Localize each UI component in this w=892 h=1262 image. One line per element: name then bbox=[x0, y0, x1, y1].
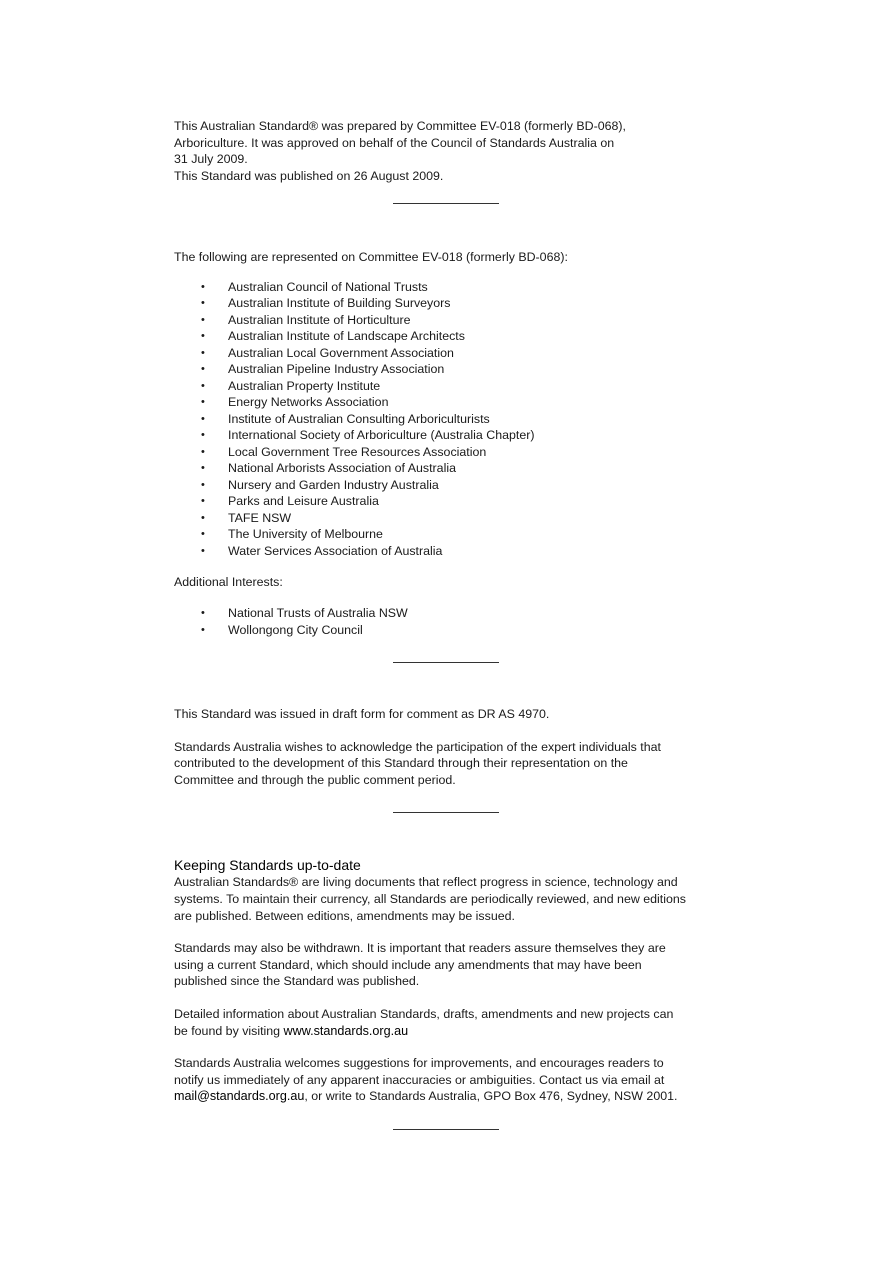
list-item bbox=[174, 279, 734, 296]
paragraph-line: notify us immediately of any apparent inaccuracies or ambiguities. Contact us via email at bbox=[174, 1072, 665, 1087]
member-name: National Arborists Association of Australia bbox=[228, 461, 456, 476]
list-item bbox=[174, 427, 734, 444]
bullet-icon: • bbox=[201, 495, 205, 508]
bullet-icon: • bbox=[201, 412, 205, 425]
bullet-icon: • bbox=[201, 445, 205, 458]
committee-member-list bbox=[174, 279, 734, 560]
contact-email-link[interactable]: mail@standards.org.au bbox=[174, 1089, 305, 1104]
bullet-icon: • bbox=[201, 511, 205, 524]
member-name: Australian Pipeline Industry Association bbox=[228, 362, 445, 377]
list-item bbox=[174, 460, 734, 477]
publication-line: This Standard was published on 26 August 2009. bbox=[174, 168, 444, 183]
approval-line: Arboriculture. It was approved on behalf of the Council of Standards Australia on bbox=[174, 135, 615, 150]
member-name: Australian Local Government Association bbox=[228, 345, 454, 360]
acknowledgement-paragraph bbox=[174, 739, 734, 789]
member-name: National Trusts of Australia NSW bbox=[228, 606, 408, 621]
list-item bbox=[174, 526, 734, 543]
list-item bbox=[174, 295, 734, 312]
committee-section bbox=[174, 249, 734, 638]
bullet-icon: • bbox=[201, 379, 205, 392]
member-name: Australian Property Institute bbox=[228, 378, 381, 393]
paragraph bbox=[174, 940, 734, 990]
bullet-icon: • bbox=[201, 313, 205, 326]
bullet-icon: • bbox=[201, 544, 205, 557]
paragraph-line: Committee and through the public comment period. bbox=[174, 772, 456, 787]
paragraph-line: contributed to the development of this Standard through their representation on the bbox=[174, 756, 628, 771]
committee-intro: The following are represented on Committee EV-018 (formerly BD-068): bbox=[174, 250, 568, 265]
bullet-icon: • bbox=[201, 623, 205, 636]
member-name: Wollongong City Council bbox=[228, 622, 363, 637]
list-item bbox=[174, 361, 734, 378]
member-name: Local Government Tree Resources Association bbox=[228, 444, 487, 459]
bullet-icon: • bbox=[201, 346, 205, 359]
bullet-icon: • bbox=[201, 363, 205, 376]
paragraph-text: , or write to Standards Australia, GPO Box 476, Sydney, NSW 2001. bbox=[304, 1089, 678, 1104]
section-heading: Keeping Standards up-to-date bbox=[174, 857, 361, 874]
member-name: Australian Institute of Horticulture bbox=[228, 312, 411, 327]
list-item bbox=[174, 394, 734, 411]
member-name: Institute of Australian Consulting Arboriculturists bbox=[228, 411, 490, 426]
list-item bbox=[174, 444, 734, 461]
bullet-icon: • bbox=[201, 462, 205, 475]
bullet-icon: • bbox=[201, 478, 205, 491]
bullet-icon: • bbox=[201, 528, 205, 541]
paragraph-line: Detailed information about Australian Standards, drafts, amendments and new projects can bbox=[174, 1007, 674, 1021]
paragraph-line: Australian Standards® are living documents that reflect progress in science, technology and bbox=[174, 875, 678, 890]
paragraph-line: systems. To maintain their currency, all Standards are periodically reviewed, and new editions bbox=[174, 892, 686, 907]
additional-interests-list bbox=[174, 605, 734, 638]
paragraph-line: Standards Australia welcomes suggestions for improvements, and encourages readers to bbox=[174, 1056, 664, 1071]
bullet-icon: • bbox=[201, 396, 205, 409]
list-item bbox=[174, 622, 734, 639]
member-name: International Society of Arboriculture (Australia Chapter) bbox=[228, 428, 535, 443]
member-name: Energy Networks Association bbox=[228, 395, 389, 410]
draft-section bbox=[174, 706, 734, 788]
paragraph-line: are published. Between editions, amendments may be issued. bbox=[174, 908, 515, 923]
paragraph bbox=[174, 874, 734, 924]
approval-line: 31 July 2009. bbox=[174, 152, 248, 167]
paragraph-line: Standards Australia wishes to acknowledge the participation of the expert individuals that bbox=[174, 739, 661, 754]
keeping-up-to-date-section bbox=[174, 857, 734, 1105]
list-item bbox=[174, 605, 734, 622]
standard-front-matter bbox=[174, 118, 734, 1130]
draft-statement: This Standard was issued in draft form for comment as DR AS 4970. bbox=[174, 707, 550, 722]
list-item bbox=[174, 312, 734, 329]
paragraph-line bbox=[174, 1088, 734, 1105]
member-name: TAFE NSW bbox=[228, 510, 292, 525]
member-name: Australian Institute of Landscape Architects bbox=[228, 329, 465, 344]
member-name: Australian Institute of Building Surveyors bbox=[228, 296, 451, 311]
bullet-icon: • bbox=[201, 297, 205, 310]
member-name: Parks and Leisure Australia bbox=[228, 494, 379, 509]
list-item bbox=[174, 477, 734, 494]
paragraph-line: published since the Standard was published. bbox=[174, 974, 420, 989]
bullet-icon: • bbox=[201, 330, 205, 343]
member-name: The University of Melbourne bbox=[228, 527, 383, 542]
paragraph bbox=[174, 1055, 734, 1105]
paragraph bbox=[174, 1006, 734, 1039]
paragraph-line bbox=[174, 1023, 734, 1040]
section-divider bbox=[393, 1129, 499, 1130]
approval-line: This Australian Standard® was prepared by Committee EV-018 (formerly BD-068), bbox=[174, 119, 626, 133]
member-name: Water Services Association of Australia bbox=[228, 543, 443, 558]
member-name: Australian Council of National Trusts bbox=[228, 279, 428, 294]
member-name: Nursery and Garden Industry Australia bbox=[228, 477, 439, 492]
list-item bbox=[174, 378, 734, 395]
additional-interests-label: Additional Interests: bbox=[174, 575, 283, 590]
list-item bbox=[174, 411, 734, 428]
list-item bbox=[174, 543, 734, 560]
standards-website-link[interactable]: www.standards.org.au bbox=[283, 1023, 409, 1038]
list-item bbox=[174, 328, 734, 345]
paragraph-text: be found by visiting bbox=[174, 1023, 284, 1038]
bullet-icon: • bbox=[201, 280, 205, 293]
paragraph-line: Standards may also be withdrawn. It is important that readers assure themselves they are bbox=[174, 941, 666, 956]
list-item bbox=[174, 493, 734, 510]
bullet-icon: • bbox=[201, 429, 205, 442]
paragraph-line: using a current Standard, which should include any amendments that may have been bbox=[174, 957, 642, 972]
approval-statement bbox=[174, 118, 734, 184]
bullet-icon: • bbox=[201, 607, 205, 620]
list-item bbox=[174, 345, 734, 362]
list-item bbox=[174, 510, 734, 527]
